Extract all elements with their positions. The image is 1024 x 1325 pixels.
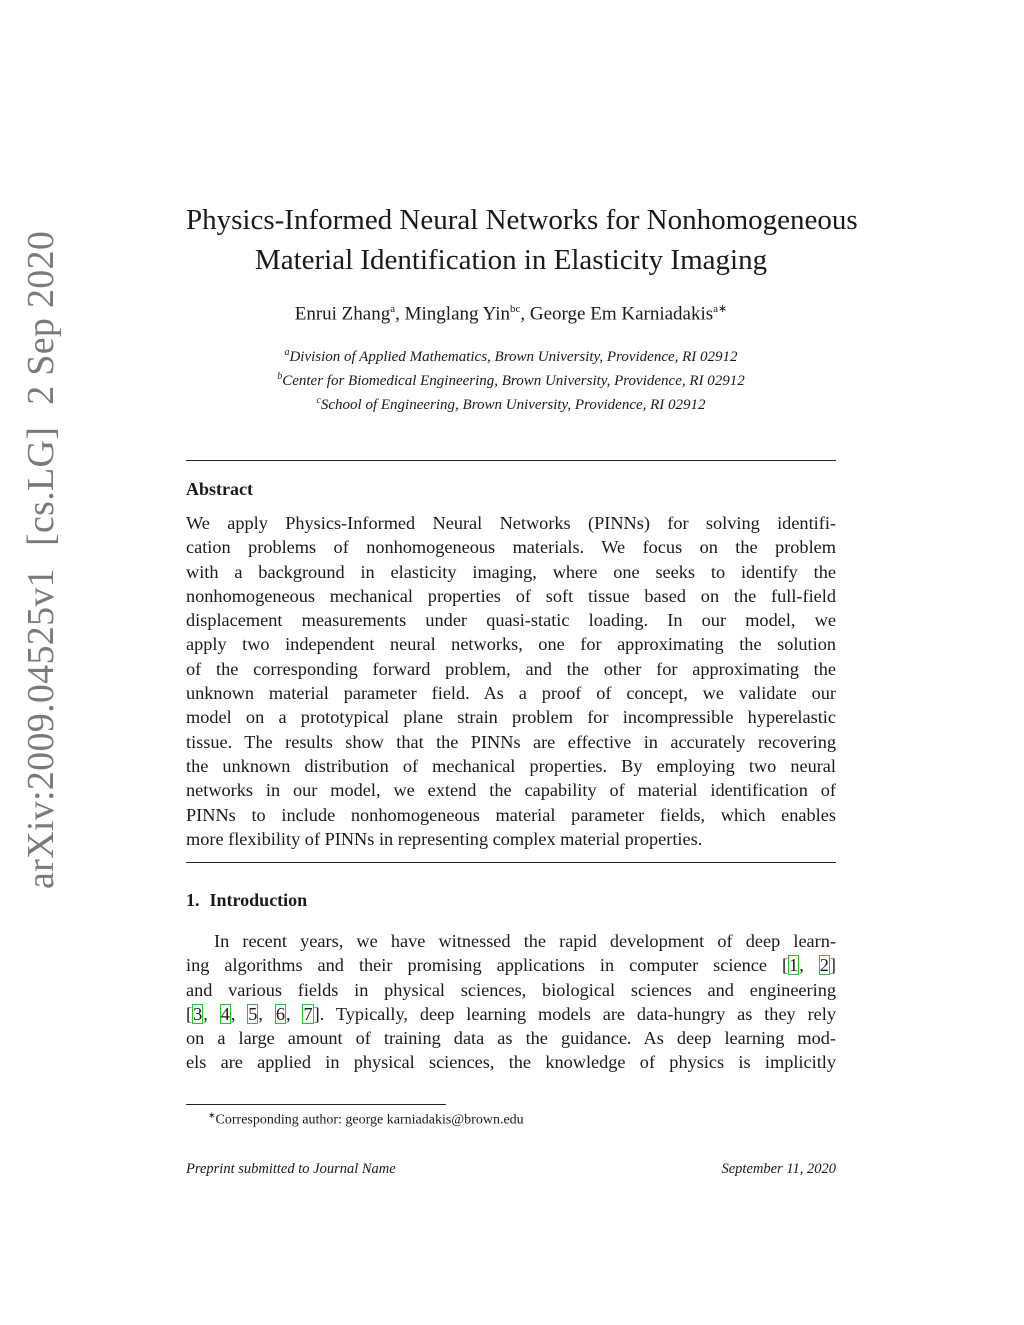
affiliation-mark: b: [277, 371, 283, 382]
citation-link[interactable]: 2: [819, 955, 829, 976]
abstract-line: of the corresponding forward problem, and the other for approximating the: [186, 658, 836, 679]
arxiv-stamp: [19, 230, 65, 889]
arxiv-category: [cs.LG]: [20, 426, 62, 547]
affiliation-mark: c: [316, 395, 321, 406]
abstract-line: displacement measurements under quasi-static loading. In our model, we: [186, 610, 836, 631]
author-name: George Em Karniadakis: [529, 303, 714, 325]
bracket: ]: [829, 955, 836, 976]
abstract-line: nonhomogeneous mechanical properties of soft tissue based on the full-field: [186, 585, 836, 606]
citation-link[interactable]: 3: [193, 1003, 203, 1024]
footnote-rule: [186, 1104, 446, 1105]
preprint-date: September 11, 2020: [721, 1161, 836, 1177]
author-separator: ,: [395, 303, 405, 325]
abstract-line: PINNs to include nonhomogeneous material parameter fields, which enables: [186, 804, 836, 825]
author-separator: ,: [520, 303, 530, 325]
citation-link[interactable]: 5: [248, 1003, 258, 1024]
intro-line: ing algorithms and their promising applications in computer science [1, 2]: [186, 955, 836, 976]
introduction-body: [186, 929, 836, 1075]
affiliation-mark: a: [284, 347, 290, 358]
author-mark: a∗: [713, 303, 728, 315]
bracket: [: [186, 1003, 193, 1024]
author-name: Minglang Yin: [404, 303, 511, 325]
affiliation-text: Division of Applied Mathematics, Brown University, Providence, RI 02912: [289, 349, 738, 365]
arxiv-id: arXiv:2009.04525v1: [20, 568, 62, 889]
section-heading: [186, 890, 307, 911]
section-title: Introduction: [209, 890, 308, 910]
bracket: [: [781, 955, 789, 976]
footnote-mark: ∗: [208, 1110, 216, 1120]
abstract-line: more flexibility of PINNs in representing complex material properties.: [186, 828, 703, 849]
author-list: [186, 302, 836, 325]
abstract-line: unknown material parameter field. As a proof of concept, we validate our: [186, 683, 836, 704]
intro-line: on a large amount of training data as the guidance. As deep learning mod-: [186, 1028, 836, 1049]
affiliation: [186, 391, 836, 415]
author-mark: a: [390, 303, 396, 315]
abstract-body: [186, 511, 836, 851]
footnote: [208, 1110, 524, 1129]
intro-line: In recent years, we have witnessed the rapid development of deep learn-: [214, 931, 836, 951]
intro-text: ]. Typically, deep learning models are data-hungry as they rely: [313, 1003, 836, 1024]
citation-link[interactable]: 6: [275, 1003, 286, 1024]
section-number: 1.: [186, 890, 200, 910]
affiliation: [186, 367, 836, 391]
affiliation-text: Center for Biomedical Engineering, Brown University, Providence, RI 02912: [282, 373, 745, 389]
intro-line: [3, 4, 5, 6, 7]. Typically, deep learning models are data-hungry as they rely: [186, 1003, 836, 1024]
arxiv-date: 2 Sep 2020: [20, 230, 62, 405]
abstract-line: the unknown distribution of mechanical properties. By employing two neural: [186, 755, 836, 776]
abstract-line: with a background in elasticity imaging, where one seeks to identify the: [186, 561, 836, 582]
intro-line: els are applied in physical sciences, the knowledge of physics is implicitly: [186, 1052, 836, 1073]
title-line-2: Material Identification in Elasticity Imaging: [254, 244, 768, 276]
preprint-note: Preprint submitted to Journal Name: [186, 1161, 396, 1177]
abstract-line: networks in our model, we extend the capability of material identification of: [186, 780, 836, 801]
abstract-line: apply two independent neural networks, one for approximating the solution: [186, 634, 836, 655]
intro-text: ing algorithms and their promising applications in computer science: [186, 955, 782, 976]
citation-link[interactable]: 4: [220, 1003, 230, 1024]
intro-line: and various fields in physical sciences, biological sciences and engineering: [186, 979, 836, 1000]
abstract-line: tissue. The results show that the PINNs are effective in accurately recovering: [186, 731, 836, 752]
footnote-text: Corresponding author: george karniadakis@brown.edu: [215, 1112, 524, 1128]
citation-link[interactable]: 7: [303, 1003, 313, 1024]
affiliation: [186, 343, 836, 367]
abstract-top-rule: [186, 460, 836, 461]
abstract-bottom-rule: [186, 862, 836, 863]
author-mark: bc: [510, 303, 521, 315]
title-line-1: Physics-Informed Neural Networks for Nonhomogeneous: [186, 204, 858, 236]
affiliation-text: School of Engineering, Brown University, Providence, RI 02912: [320, 397, 706, 413]
citation-link[interactable]: 1: [789, 955, 799, 976]
affiliation-list: [186, 343, 836, 415]
abstract-line: cation problems of nonhomogeneous materials. We focus on the problem: [186, 537, 836, 558]
author-name: Enrui Zhang: [294, 303, 391, 325]
abstract-heading: Abstract: [186, 479, 253, 499]
paper-title: [186, 200, 858, 280]
abstract-line: model on a prototypical plane strain problem for incompressible hyperelastic: [186, 707, 836, 728]
abstract-line: We apply Physics-Informed Neural Networks (PINNs) for solving identifi-: [186, 513, 836, 533]
